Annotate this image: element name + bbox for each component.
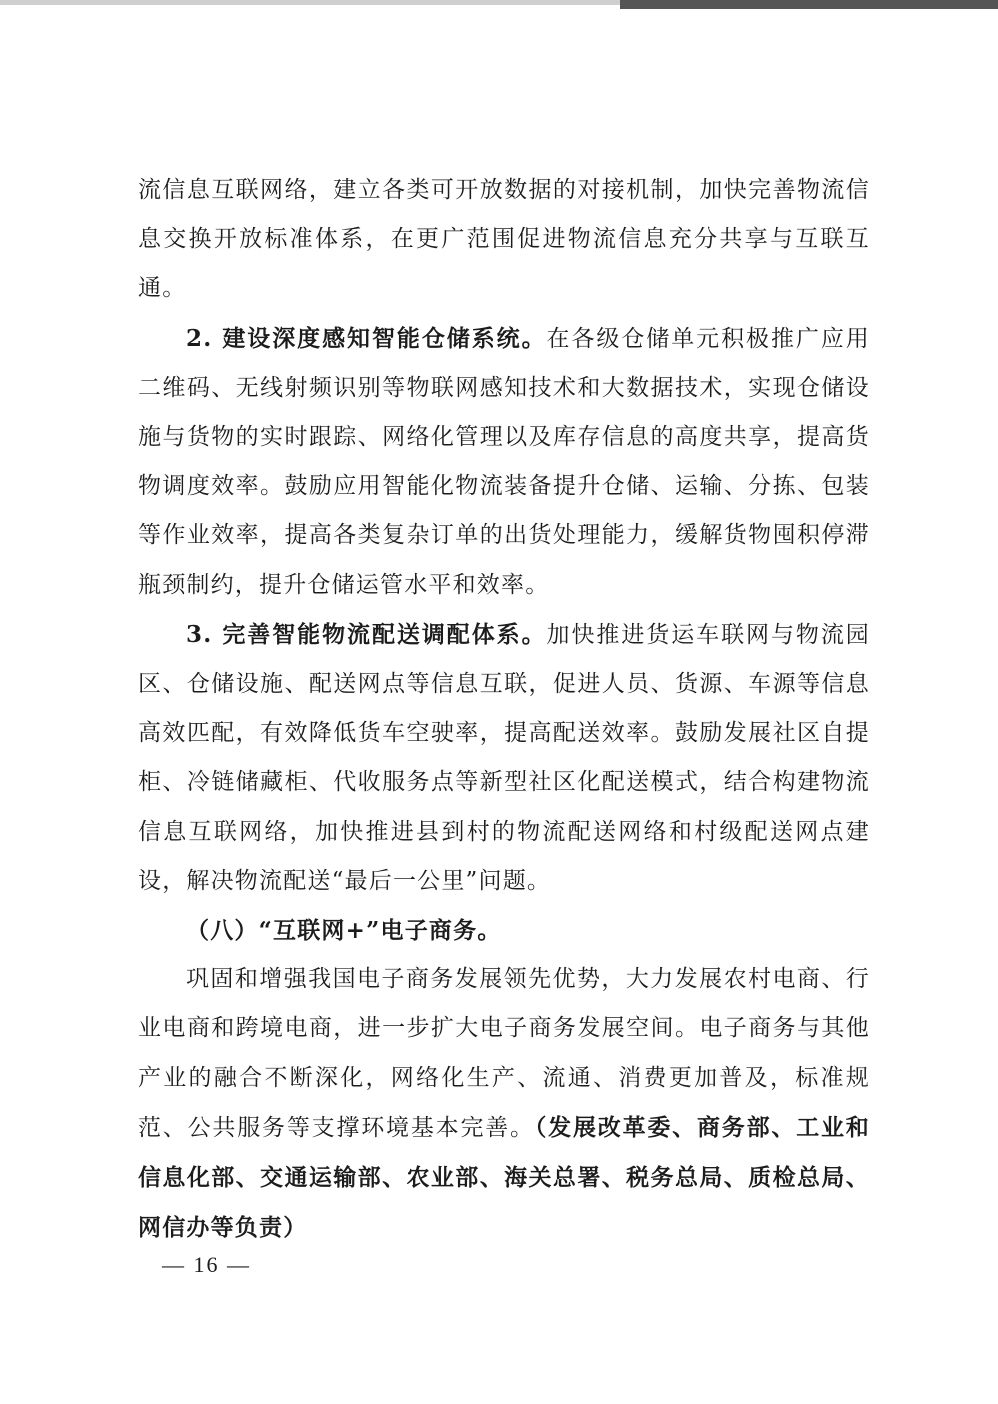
paragraph-logistics-network: 流信息互联网络，建立各类可开放数据的对接机制，加快完善物流信息交换开放标准体系，在更广范围促进物流信息充分共享与互联互通。 [138,177,870,302]
body-smart-distribution: 加快推进货运车联网与物流园区、仓储设施、配送网点等信息互联，促进人员、货源、车源等信息高效匹配，有效降低货车空驶率，提高配送效率。鼓励发展社区自提柜、冷链储藏柜、代收服务点等新型社区化配送模式，结合构建物流信息互联网络，加快推进县到村的物流配送网络和村级配送网点建设，解决物流配送“最后一公里”问题。 [138,621,870,894]
page-number: — 16 — [162,1252,251,1277]
heading-smart-distribution: 3. 完善智能物流配送调配体系。 [186,620,547,648]
document-body [138,166,870,1253]
heading-smart-warehousing: 2. 建设深度感知智能仓储系统。 [186,324,547,352]
paragraph-smart-warehousing [138,314,870,610]
scan-top-edge-dark [620,0,998,9]
section-heading-ecommerce: （八）“互联网+”电子商务。 [186,917,502,945]
paragraph-ecommerce [138,955,870,1253]
responsible-agencies: （发展改革委、商务部、工业和信息化部、交通运输部、农业部、海关总署、税务总局、质检总局、网信办等负责） [138,1113,870,1242]
paragraph-smart-distribution [138,610,870,906]
body-smart-warehousing: 在各级仓储单元积极推广应用二维码、无线射频识别等物联网感知技术和大数据技术，实现仓储设施与货物的实时跟踪、网络化管理以及库存信息的高度共享，提高货物调度效率。鼓励应用智能化物流装备提升仓储、运输、分拣、包装等作业效率，提高各类复杂订单的出货处理能力，缓解货物囤积停滞瓶颈制约，提升仓储运管水平和效率。 [138,325,870,598]
body-ecommerce: 巩固和增强我国电子商务发展领先优势，大力发展农村电商、行业电商和跨境电商，进一步扩大电子商务发展空间。电子商务与其他产业的融合不断深化，网络化生产、流通、消费更加普及，标准规范、公共服务等支撑环境基本完善。 [138,966,870,1141]
